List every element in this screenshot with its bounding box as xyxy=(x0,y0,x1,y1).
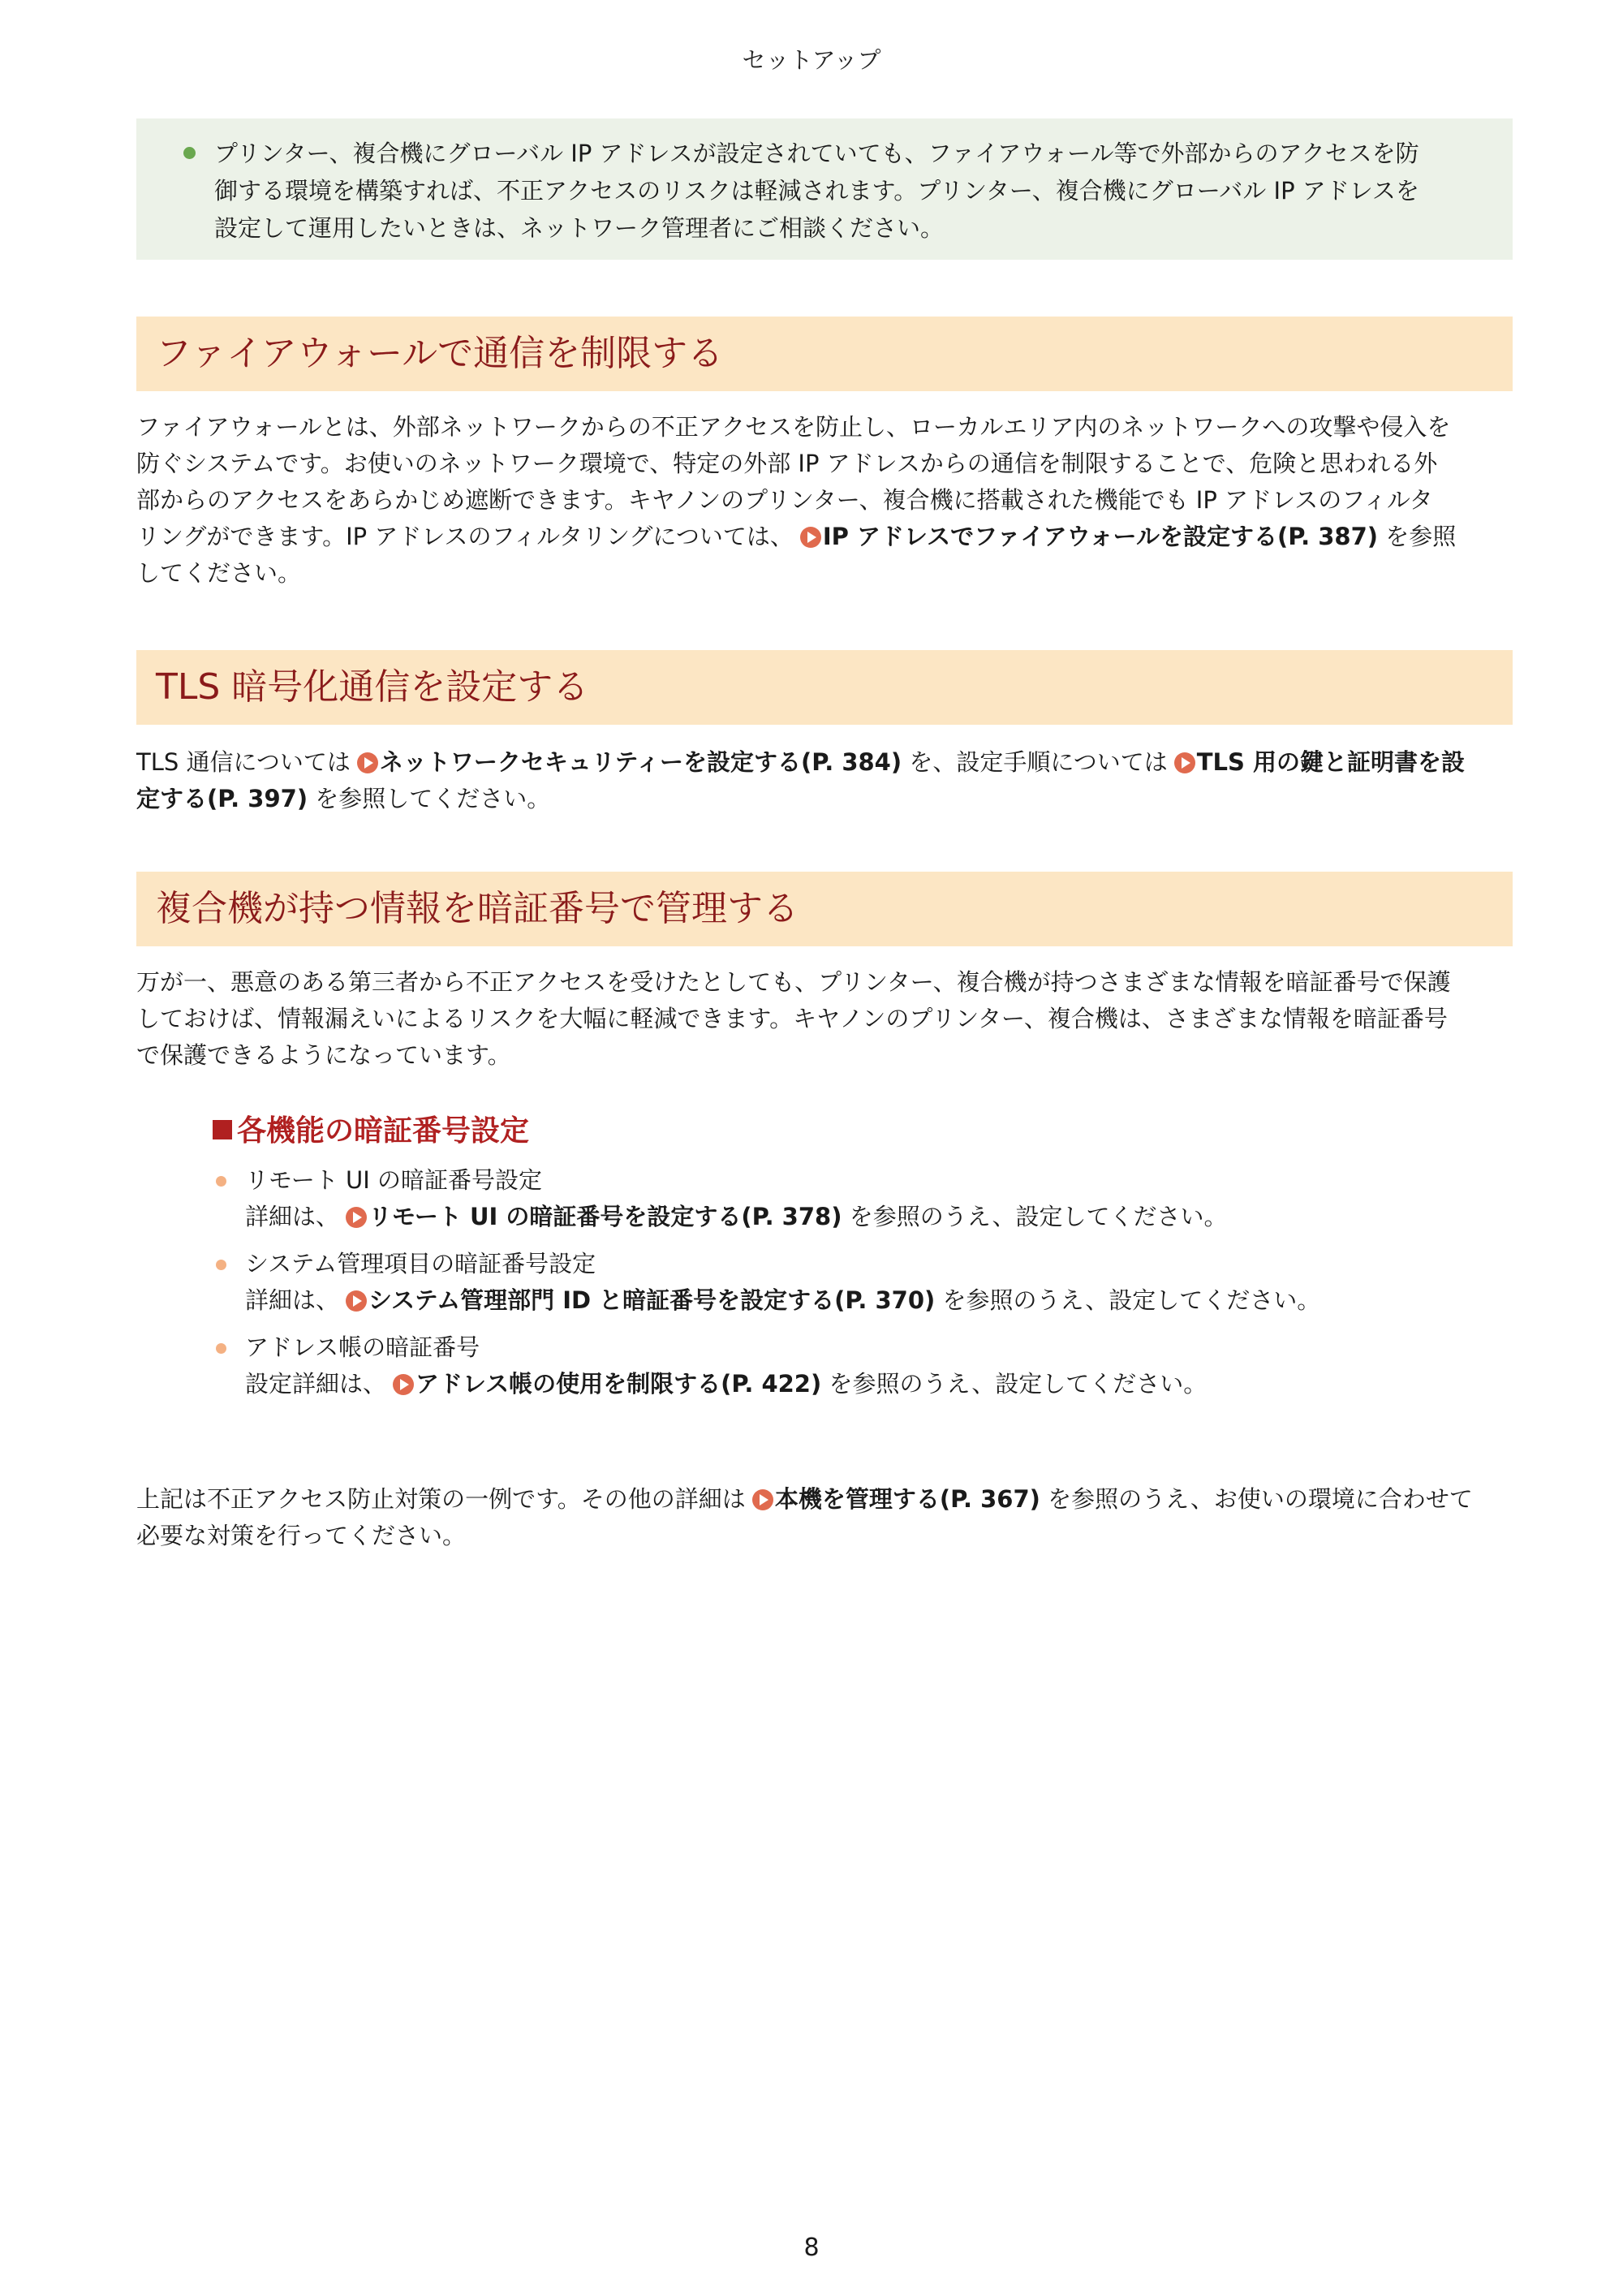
running-header: セットアップ xyxy=(742,46,881,74)
list-item: リモート UI の暗証番号設定 詳細は、 リモート UI の暗証番号を設定する(P. 378) を参照のうえ、設定してください。 xyxy=(245,1162,1227,1235)
link-address-book-restrict[interactable]: アドレス帳の使用を制限する(P. 422) xyxy=(415,1370,822,1398)
link-arrow-icon xyxy=(357,752,378,773)
bullet-icon xyxy=(183,147,196,159)
link-arrow-icon xyxy=(393,1374,414,1395)
bullet-icon xyxy=(216,1176,226,1187)
pin-paragraph: 万が一、悪意のある第三者から不正アクセスを受けたとしても、プリンター、複合機が持つさまざまな情報を暗証番号で保護 しておけば、情報漏えいによるリスクを大幅に軽減できます。キヤノンのプリンター、複合機は、さまざまな情報を暗証番号 で保護できるようになっています。 xyxy=(136,968,1451,1069)
link-arrow-icon xyxy=(800,527,821,548)
link-ip-firewall[interactable]: IP アドレスでファイアウォールを設定する(P. 387) xyxy=(822,523,1379,550)
link-tls-key-certificate[interactable]: TLS 用の鍵と証明書を設 xyxy=(1196,748,1465,776)
link-system-manager-id[interactable]: システム管理部門 ID と暗証番号を設定する(P. 370) xyxy=(368,1286,936,1314)
link-arrow-icon xyxy=(346,1290,367,1312)
firewall-paragraph: ファイアウォールとは、外部ネットワークからの不正アクセスを防止し、ローカルエリア内のネットワークへの攻撃や侵入を 防ぐシステムです。お使いのネットワーク環境で、特定の外部 IP アドレスからの通信を制限することで、危険と思われる外 部からのアクセスをあらかじめ遮断できます。キヤノンのプリンター、複合機に搭載された機能でも IP アドレスのフィルタ リングができます。IP アドレスのフィルタリングについては、 IP アドレスでファイアウォールを設定する(P. 387) を参照 してください。 xyxy=(136,413,1457,587)
link-network-security[interactable]: ネットワークセキュリティーを設定する(P. 384) xyxy=(379,748,902,776)
subsection-title: 各機能の暗証番号設定 xyxy=(213,1108,529,1149)
tls-paragraph: TLS 通信については ネットワークセキュリティーを設定する(P. 384) を、設定手順については TLS 用の鍵と証明書を設 定する(P. 397) を参照してください。 xyxy=(136,748,1465,812)
square-bullet-icon xyxy=(213,1120,232,1139)
link-manage-machine[interactable]: 本機を管理する(P. 367) xyxy=(774,1485,1040,1513)
link-tls-key-certificate-cont[interactable]: 定する(P. 397) xyxy=(136,785,308,812)
bullet-icon xyxy=(216,1260,226,1270)
section-heading-pin: 複合機が持つ情報を暗証番号で管理する xyxy=(136,872,1513,946)
closing-paragraph: 上記は不正アクセス防止対策の一例です。その他の詳細は 本機を管理する(P. 367) を参照のうえ、お使いの環境に合わせて 必要な対策を行ってください。 xyxy=(136,1485,1473,1549)
note-line: 設定して運用したいときは、ネットワーク管理者にご相談ください。 xyxy=(214,214,945,242)
page-number: 8 xyxy=(803,2234,820,2262)
note-line: プリンター、複合機にグローバル IP アドレスが設定されていても、ファイアウォール等で外部からのアクセスを防 xyxy=(214,135,1480,172)
list-item: システム管理項目の暗証番号設定 詳細は、 システム管理部門 ID と暗証番号を設定する(P. 370) を参照のうえ、設定してください。 xyxy=(245,1246,1320,1319)
note-line: 御する環境を構築すれば、不正アクセスのリスクは軽減されます。プリンター、複合機にグローバル IP アドレスを xyxy=(214,177,1419,205)
note-box xyxy=(136,118,1513,260)
link-arrow-icon xyxy=(752,1489,773,1510)
section-heading-tls: TLS 暗号化通信を設定する xyxy=(136,650,1513,725)
link-remote-ui-pin[interactable]: リモート UI の暗証番号を設定する(P. 378) xyxy=(368,1203,842,1230)
section-heading-firewall: ファイアウォールで通信を制限する xyxy=(136,317,1513,391)
link-arrow-icon xyxy=(1174,752,1195,773)
link-arrow-icon xyxy=(346,1207,367,1228)
bullet-icon xyxy=(216,1343,226,1354)
list-item: アドレス帳の暗証番号 設定詳細は、 アドレス帳の使用を制限する(P. 422) を参照のうえ、設定してください。 xyxy=(245,1329,1207,1402)
